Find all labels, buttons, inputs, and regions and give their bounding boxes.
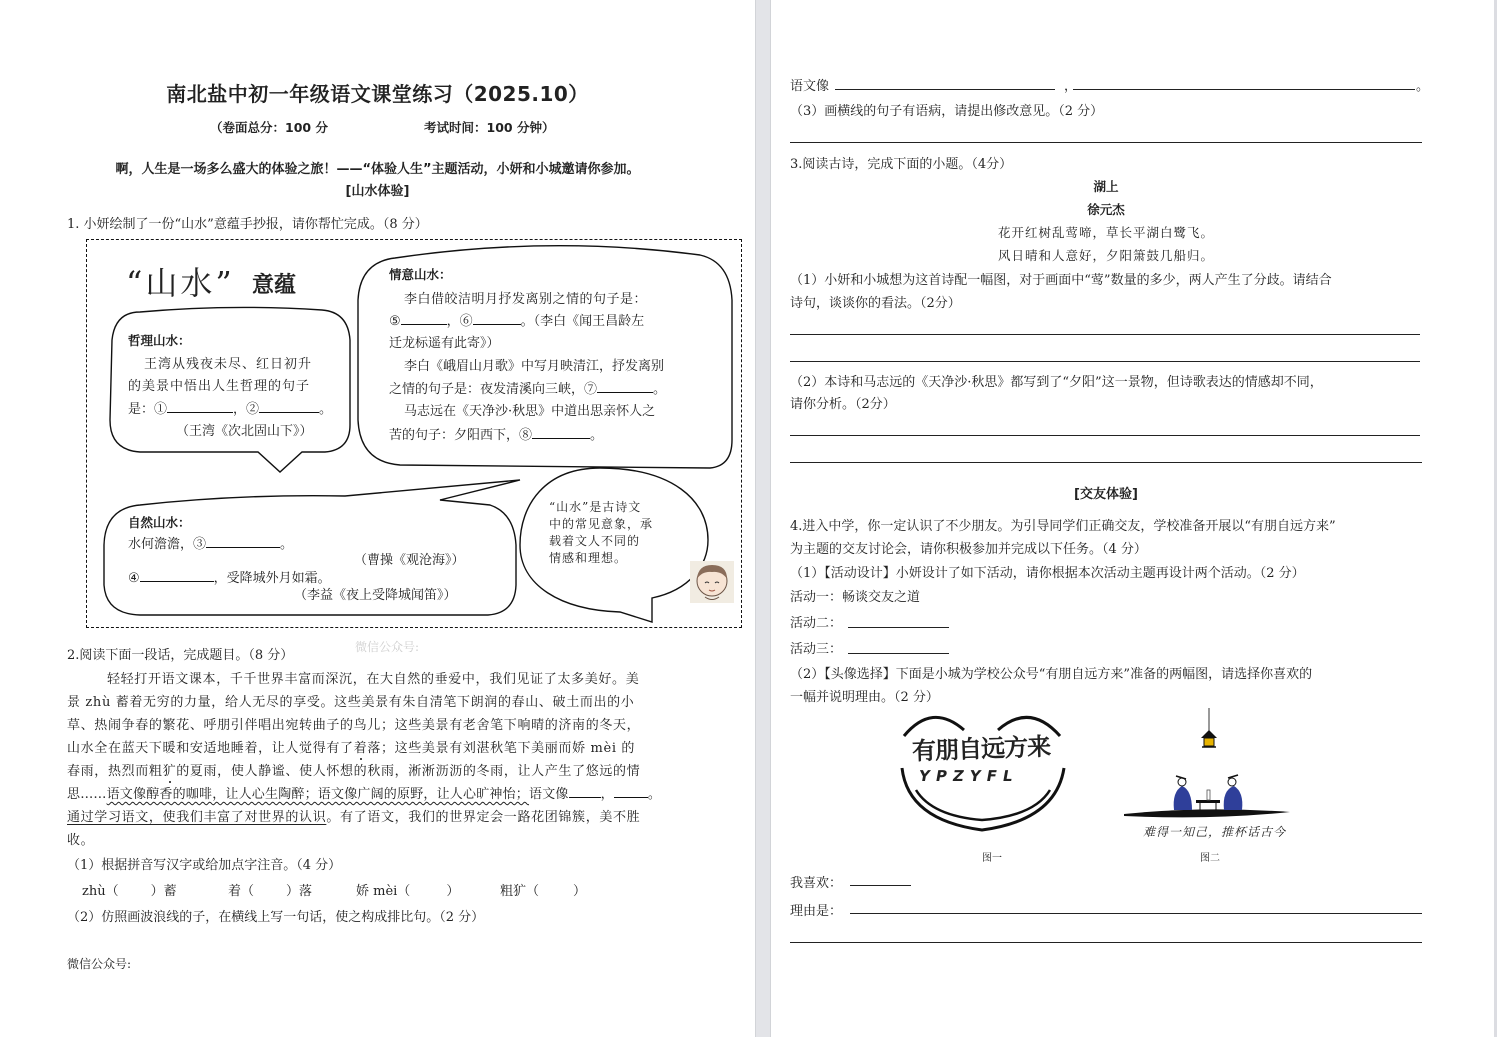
q3-sub1-line-2: 诗句，谈谈你的看法。（2分） [790,296,961,311]
text: 春雨，热烈而粗 [67,764,163,779]
inline-blank-b[interactable] [614,785,648,798]
text: ）蓄 [150,884,177,899]
period: 。 [590,428,604,443]
philosophy-heading: 哲理山水： [128,333,191,348]
total-score: （卷面总分：100 分 [210,120,328,135]
passage-line-2: 景 zhù 蓄着无穷的力量，给人无尽的享受。这些美景有朱自清笔下朗润的春山、破土而出的小 [67,695,635,710]
figure-1-text-en: YPZYFL [917,767,1020,785]
wavy-underlined-sentence: 语文像醇香的咖啡，让人心生陶醉；语文像广阔的原野，让人心旷神怡； [106,787,530,802]
exam-title: 南北盐中初一年级语文课堂练习（2025.10） [166,82,589,106]
figure-2-friends-illustration [1124,706,1294,836]
exam-duration: 考试时间：100 分钟） [424,120,555,135]
emotion-line-6: 马志远在《天净沙·秋思》中道出思亲怀人之 [404,404,656,419]
answer-blank-5[interactable] [401,312,447,325]
answer-blank-2[interactable] [259,400,319,413]
q2-sub1: （1）根据拼音写汉字或给加点字注音。（4 分） [67,858,342,873]
emotion-heading: 情意山水： [389,267,452,282]
activity-3-answer-line[interactable] [848,653,949,654]
poem-author: 徐元杰 [1087,202,1125,217]
dotted-char: 着 [353,741,368,756]
q4-prompt-line-2: 为主题的交友讨论会，请你积极参加并完成以下任务。（4 分） [790,542,1147,557]
text: 思…… [67,787,107,802]
i-like-label: 我喜欢： [790,876,843,891]
question-2-prompt: 2.阅读下面一段话，完成题目。（8 分） [67,648,294,663]
blank-label-8: 苦的句子：夕阳西下，⑧ [389,428,533,443]
emotion-line-2 [389,310,644,329]
poem-line-1: 花开红树乱莺啼，草长平湖白鹭飞。 [997,225,1214,240]
q2-sub2: （2）仿照画波浪线的子，在横线上写一句话，使之构成排比句。（2 分） [67,910,485,925]
emotion-line-1: 李白借皎洁明月抒发离别之情的句子是： [404,292,648,307]
text: 粗犷（ [500,884,540,899]
period: 。 [1416,79,1430,94]
poem-title: 湖上 [1093,179,1119,194]
underlined-faulty-sentence: 通过学习语文，使我们丰富了对世界的认识 [67,810,327,825]
activity-2-answer-line[interactable] [848,627,949,628]
nature-line-1 [128,533,293,552]
text: 着（ [228,884,255,899]
section-heading-friendship: [交友体验] [1074,487,1138,502]
emotion-line-4: 李白《峨眉山月歌》中写月映清江，抒发离别 [404,359,665,374]
activity-2-label: 活动二： [790,616,843,631]
reading-passage [67,668,661,852]
reason-label: 理由是： [790,904,843,919]
blank-label-1: 是：① [128,402,168,417]
nature-source-1: （曹操《观沧海》） [354,553,465,568]
emotion-line-7 [389,424,603,443]
text: ） [573,884,587,899]
answer-blank-3[interactable] [206,535,280,548]
reason-answer-line-1[interactable] [850,913,1422,914]
blank-label-4: ④ [128,571,140,586]
period: 。 [319,402,333,417]
q3-sub1-answer-line-2[interactable] [790,361,1420,362]
poem-line-2: 风日晴和人意好，夕阳箫鼓几船归。 [997,248,1214,263]
dotted-char: 犷 [162,764,177,779]
nature-verse: ，受降城外月如霜。 [213,571,331,586]
inline-blank-a[interactable] [569,785,601,798]
philosophy-line-1: 王湾从残夜未尽、红日初升 [144,357,313,372]
note-line-4: 情感和理想。 [549,551,628,565]
blank-label-6: ，⑥ [446,314,473,329]
i-like-answer-line[interactable] [850,885,911,886]
answer-blank-1[interactable] [167,400,233,413]
emotion-source-1a: 。（李白《闻王昌龄左 [520,314,645,329]
answer-blank-6[interactable] [473,312,521,325]
note-bubble-text [549,499,653,567]
figure-1-text-cn: 有朋自远方来 [911,732,1051,766]
q3-sub2-line-2: 请你分析。（2分） [790,397,896,412]
answer-blank-4[interactable] [140,569,214,582]
q4-sub2-line-2: 一幅并说明理由。（2 分） [790,690,939,705]
philosophy-source: （王湾《次北固山下》） [176,424,313,439]
q2-sub3: （3）画横线的句子有语病，请提出修改意见。（2 分） [790,104,1104,119]
text: 娇 mèi（ [356,884,411,899]
section-heading-landscape: [山水体验] [345,184,410,199]
emotion-line-3: 迁龙标遥有此寄》） [389,336,500,351]
blank-label-5: ⑤ [389,314,401,329]
emotion-line-5 [389,378,666,397]
text: 的夏雨，使人静谧、使人怀想的秋雨，淅淅沥沥的冬雨，让人产生了悠远的情 [176,764,641,779]
activity-1: 活动一：畅谈交友之道 [790,590,921,605]
text: ）落 [286,884,313,899]
text: 山水全在蓝天下暖和安适地睡着，让人觉得有了 [67,741,354,756]
q3-sub2-answer-line-2[interactable] [790,462,1422,463]
period: 。 [653,382,667,397]
pinyin-item-4 [500,880,586,899]
text: zhù（ [82,884,119,899]
poster-title-main: “山水” [126,264,235,302]
comma: ， [600,787,614,802]
period: 。 [647,787,662,802]
answer-blank-7[interactable] [597,380,653,393]
exam-page-right [771,0,1497,1037]
q4-sub2-line-1: （2）【头像选择】下面是小城为学校公众号“有朋自远方来”准备的两幅图，请选择你喜欢的 [790,667,1313,682]
nature-heading: 自然山水： [128,515,191,530]
q2-answer-line-b[interactable] [1073,89,1415,90]
nature-source-2: （李益《夜上受降城闻笛》） [294,588,457,603]
question-3-prompt: 3.阅读古诗，完成下面的小题。（4分） [790,157,1013,172]
figure-1-caption: 图一 [982,853,1002,864]
comma: ， [1064,79,1078,94]
footer-watermark: 微信公众号: [67,957,132,971]
passage-line-1: 轻轻打开语文课本，千千世界丰富而深沉，在大自然的垂爱中，我们见证了太多美好。美 [107,672,640,687]
passage-line-7 [67,806,661,829]
text: 语文像 [529,787,569,802]
pinyin-item-3 [356,880,459,899]
cartoon-boy-icon [690,561,734,603]
text: ） [446,884,460,899]
q2-answer-line-a[interactable] [835,89,1055,90]
period: 。 [280,537,294,552]
figure-2-calligraphy: 难得一知己，推杯话古今 [1143,825,1287,839]
philosophy-blanks [128,398,332,417]
passage-line-3: 草、热闹争春的繁花、呼朋引伴唱出宛转曲子的鸟儿；这些美景有老舍笔下响晴的济南的冬天， [67,718,641,733]
text: 。有了语文，我们的世界定会一路花团锦簇，美不胜 [326,810,641,825]
q2-sub3-answer-line[interactable] [790,142,1422,143]
intro-text: 啊，人生是一场多么盛大的体验之旅！——“体验人生”主题活动，小妍和小城邀请你参加。 [115,162,640,177]
pinyin-item-1 [82,880,177,899]
answer-blank-8[interactable] [532,426,590,439]
blank-label-2: ，② [233,402,260,417]
reason-answer-line-2[interactable] [790,942,1422,943]
watermark-text: 微信公众号: [355,640,420,654]
blank-label-7: 之情的句子是：夜发清溪向三峡，⑦ [389,382,598,397]
q3-sub2-line-1: （2）本诗和马志远的《天净沙·秋思》都写到了“夕阳”这一景物，但诗歌表达的情感却不同， [790,375,1323,390]
question-1-prompt: 1. 小妍绘制了一份“山水”意蕴手抄报，请你帮忙完成。（8 分） [67,217,428,232]
q4-prompt-line-1: 4.进入中学，你一定认识了不少朋友。为引导同学们正确交友，学校准备开展以“有朋自远方来” [790,519,1336,534]
passage-line-5 [67,760,661,783]
activity-3-label: 活动三： [790,642,843,657]
blank-label-3: 水何澹澹，③ [128,537,207,552]
text: 落；这些美景有刘湛秋笔下美丽而娇 mèi 的 [367,741,636,756]
q2-answer-prefix: 语文像 [790,79,830,94]
figure-2-caption: 图二 [1200,853,1220,864]
poster-title-sub: 意蕴 [252,273,297,298]
note-line-1: “山水”是古诗文 [549,500,642,514]
page-gutter [755,0,771,1037]
q4-sub1: （1）【活动设计】小妍设计了如下活动，请你根据本次活动主题再设计两个活动。（2 分） [790,566,1305,581]
q3-sub1-answer-line-1[interactable] [790,334,1420,335]
philosophy-line-2: 的美景中悟出人生哲理的句子 [128,379,311,394]
q3-sub1-line-1: （1）小妍和小城想为这首诗配一幅图，对于画面中“莺”数量的多少，两人产生了分歧。请结合 [790,273,1332,288]
passage-line-6 [67,783,661,806]
passage-line-4 [67,737,661,760]
note-line-2: 中的常见意象，承 [549,517,654,531]
q3-sub2-answer-line-1[interactable] [790,435,1420,436]
note-line-3: 载着文人不同的 [549,534,641,548]
passage-line-8: 收。 [67,833,95,848]
pinyin-item-2 [228,880,312,899]
